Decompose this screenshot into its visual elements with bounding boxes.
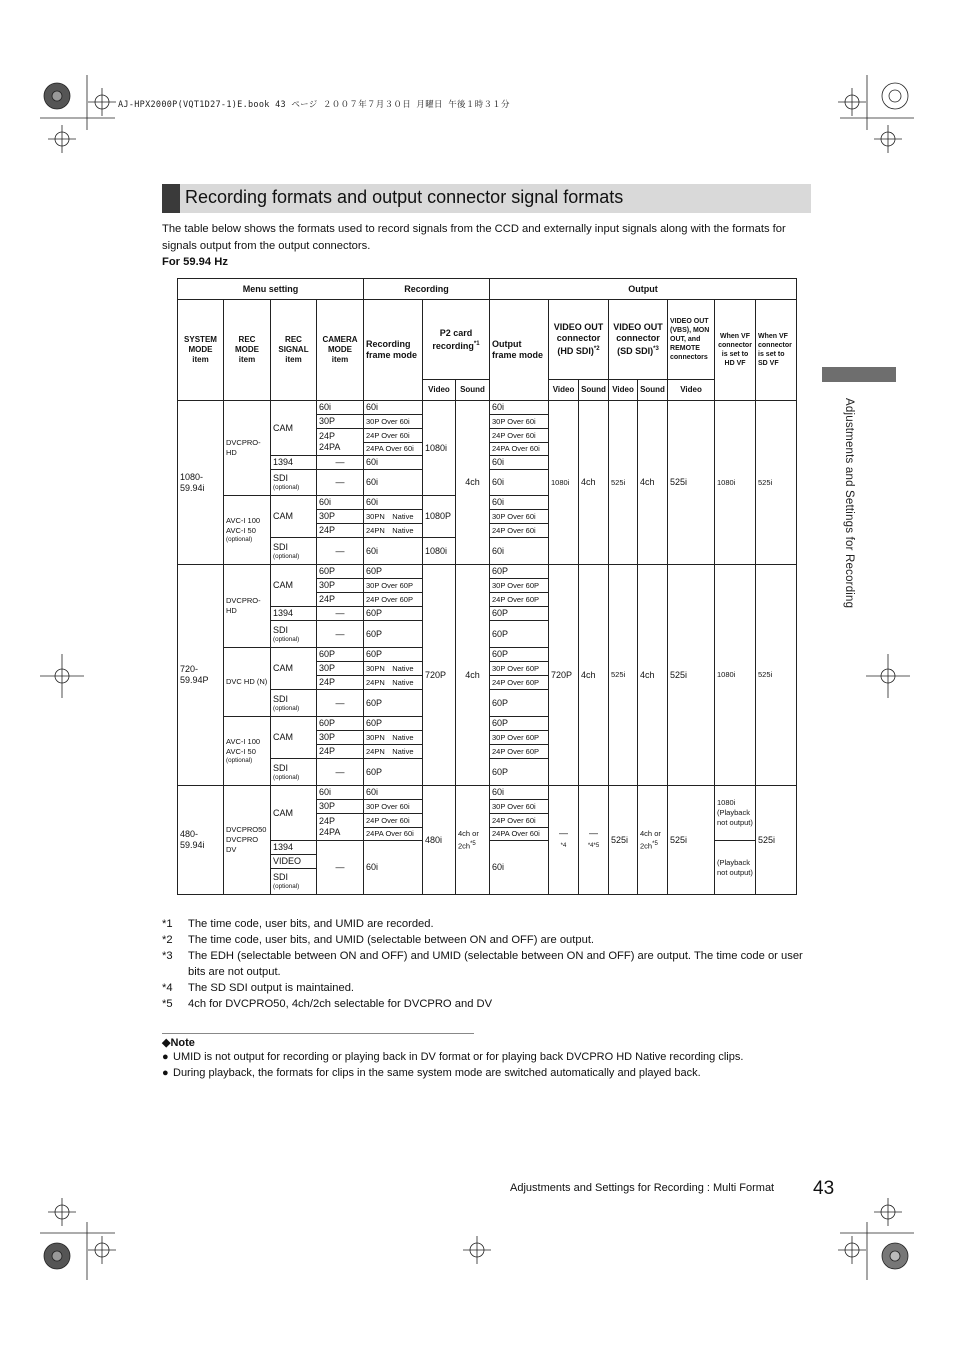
vbs-video-cell: 525i <box>668 786 715 895</box>
sub-sound: Sound <box>638 380 668 401</box>
title-accent-block <box>162 184 180 213</box>
side-tab-marker <box>822 367 896 382</box>
output-frame-cell: 60i <box>490 470 549 496</box>
output-frame-cell: 60i <box>490 401 549 415</box>
camera-mode-cell: 60i <box>317 496 364 510</box>
rec-signal-cell: SDI (optional) <box>271 470 317 496</box>
camera-mode-cell: 60i <box>317 401 364 415</box>
hd-vf-cell: 1080i <box>715 565 756 786</box>
recording-frame-cell: 24PA Over 60i <box>364 828 423 841</box>
camera-mode-cell: 30P <box>317 662 364 676</box>
system-mode-cell: 720-59.94P <box>178 565 224 786</box>
recording-frame-cell: 24PN Native <box>364 676 423 690</box>
sub-sound: Sound <box>456 380 490 401</box>
output-frame-cell: 24P Over 60i <box>490 814 549 828</box>
hd-sdi-video-cell: 720P <box>549 565 579 786</box>
header-output: Output <box>490 279 797 300</box>
rec-signal-cell: SDI (optional) <box>271 621 317 648</box>
output-frame-cell: 60P <box>490 621 549 648</box>
print-header: AJ-HPX2000P(VQT1D27-1)E.book 43 ページ ２００７年７月３０日 月曜日 午後１時３１分 <box>118 100 510 110</box>
sub-video: Video <box>609 380 638 401</box>
format-table <box>177 278 797 895</box>
recording-frame-cell: 60i <box>364 841 423 895</box>
output-frame-cell: 60P <box>490 690 549 717</box>
header-sd-vf: When VF connector is set to SD VF <box>756 300 797 401</box>
footnote: *2 The time code, user bits, and UMID (selectable between ON and OFF) are output. <box>162 934 595 946</box>
side-chapter-label: Adjustments and Settings for Recording <box>843 398 855 609</box>
camera-mode-cell: 24P <box>317 593 364 607</box>
vbs-video-cell: 525i <box>668 565 715 786</box>
note-heading: ◆Note <box>162 1037 195 1049</box>
recording-frame-cell: 24PN Native <box>364 524 423 538</box>
recording-frame-cell: 60P <box>364 690 423 717</box>
header-output-frame-mode: Output frame mode <box>490 300 549 401</box>
output-frame-cell: 24P Over 60i <box>490 429 549 443</box>
sd-sdi-video-cell: 525i <box>609 401 638 565</box>
output-frame-cell: 60P <box>490 717 549 731</box>
camera-mode-cell: 24P 24PA <box>317 814 364 841</box>
header-rec-signal: REC SIGNAL item <box>271 300 317 401</box>
sub-video: Video <box>668 380 715 401</box>
header-hd-vf: When VF connector is set to HD VF <box>715 300 756 401</box>
rec-mode-cell: DVCPRO-HD <box>224 401 271 496</box>
hd-vf-cell: 1080i (Playback not output) <box>715 786 756 841</box>
note-divider <box>162 1033 474 1034</box>
rec-signal-cell: CAM <box>271 717 317 759</box>
header-video-out-sd-sdi: VIDEO OUT connector (SD SDI)$^{*3}$ <box>609 300 668 380</box>
output-frame-cell: 30P Over 60P <box>490 579 549 593</box>
header-menu-setting: Menu setting <box>178 279 364 300</box>
output-frame-cell: 60i <box>490 496 549 510</box>
header-vbs-connectors: VIDEO OUT (VBS), MON OUT, and REMOTE connectors <box>668 300 715 380</box>
recording-frame-cell: 60P <box>364 607 423 621</box>
sd-vf-cell: 525i <box>756 565 797 786</box>
recording-frame-cell: 30PN Native <box>364 731 423 745</box>
header-system-mode: SYSTEM MODE item <box>178 300 224 401</box>
sd-vf-cell: 525i <box>756 401 797 565</box>
hd-sdi-sound-cell: — *4*5 <box>579 786 609 895</box>
recording-frame-cell: 24P Over 60i <box>364 814 423 828</box>
sd-sdi-sound-cell: 4ch <box>638 401 668 565</box>
output-frame-cell: 60i <box>490 841 549 895</box>
camera-mode-cell: 30P <box>317 800 364 814</box>
hd-vf-cell: (Playback not output) <box>715 841 756 895</box>
sub-sound: Sound <box>579 380 609 401</box>
output-frame-cell: 24P Over 60P <box>490 593 549 607</box>
rec-signal-cell: CAM <box>271 648 317 690</box>
rec-signal-cell: CAM <box>271 496 317 538</box>
recording-frame-cell: 30PN Native <box>364 510 423 524</box>
section-title: Recording formats and output connector signal formats <box>185 187 624 207</box>
p2-video-cell: 480i <box>423 786 456 895</box>
camera-mode-cell: 60P <box>317 648 364 662</box>
rec-signal-cell: SDI (optional) <box>271 869 317 895</box>
camera-mode-cell: 60i <box>317 786 364 800</box>
camera-mode-cell: — <box>317 759 364 786</box>
section-title-bar <box>162 184 811 213</box>
system-mode-cell: 480-59.94i <box>178 786 224 895</box>
p2-sound-cell: 4ch <box>456 401 490 565</box>
p2-video-cell: 1080i <box>423 401 456 496</box>
footnote: *5 4ch for DVCPRO50, 4ch/2ch selectable for DVCPRO and DV <box>162 998 493 1010</box>
system-mode-cell: 1080-59.94i <box>178 401 224 565</box>
recording-frame-cell: 60P <box>364 621 423 648</box>
recording-frame-cell: 60i <box>364 456 423 470</box>
rec-signal-cell: CAM <box>271 565 317 607</box>
rec-signal-cell: SDI (optional) <box>271 690 317 717</box>
page-number: 43 <box>813 1178 835 1199</box>
rec-signal-cell: SDI (optional) <box>271 538 317 565</box>
camera-mode-cell: — <box>317 470 364 496</box>
hd-vf-cell: 1080i <box>715 401 756 565</box>
camera-mode-cell: — <box>317 538 364 565</box>
hd-sdi-sound-cell: 4ch <box>579 565 609 786</box>
rec-mode-cell: AVC-I 100 AVC-I 50 (optional) <box>224 717 271 786</box>
header-rec-mode: REC MODE item <box>224 300 271 401</box>
camera-mode-cell: 24P <box>317 745 364 759</box>
footer-section-label: Adjustments and Settings for Recording : Multi Format <box>510 1182 775 1194</box>
recording-frame-cell: 30P Over 60P <box>364 579 423 593</box>
recording-frame-cell: 24PN Native <box>364 745 423 759</box>
sd-sdi-sound-cell: 4ch or $2ch^{*5}$ <box>638 786 668 895</box>
note-item: ● UMID is not output for recording or playing back in DV format or for playing back DVCPRO HD Native recording clips. <box>162 1050 822 1066</box>
output-frame-cell: 30P Over 60P <box>490 731 549 745</box>
camera-mode-cell: — <box>317 621 364 648</box>
output-frame-cell: 60P <box>490 759 549 786</box>
rec-signal-cell: SDI (optional) <box>271 759 317 786</box>
output-frame-cell: 60i <box>490 456 549 470</box>
camera-mode-cell: — <box>317 456 364 470</box>
camera-mode-cell: 30P <box>317 731 364 745</box>
rec-signal-cell: 1394 <box>271 456 317 470</box>
recording-frame-cell: 60P <box>364 648 423 662</box>
recording-frame-cell: 60i <box>364 538 423 565</box>
sd-vf-cell: 525i <box>756 786 797 895</box>
recording-frame-cell: 30P Over 60i <box>364 800 423 814</box>
sub-video: Video <box>549 380 579 401</box>
p2-sound-cell: 4ch <box>456 565 490 786</box>
output-frame-cell: 30P Over 60i <box>490 415 549 429</box>
p2-video-cell: 1080P <box>423 496 456 538</box>
recording-frame-cell: 60P <box>364 565 423 579</box>
rec-signal-cell: CAM <box>271 401 317 456</box>
hd-sdi-video-cell: 1080i <box>549 401 579 565</box>
footnote: *1 The time code, user bits, and UMID are recorded. <box>162 918 434 930</box>
recording-frame-cell: 30P Over 60i <box>364 415 423 429</box>
header-video-out-hd-sdi: VIDEO OUT connector (HD SDI)$^{*2}$ <box>549 300 609 380</box>
p2-sound-cell: 4ch or $2ch^{*5}$ <box>456 786 490 895</box>
output-frame-cell: 60i <box>490 786 549 800</box>
intro-paragraph: The table below shows the formats used to record signals from the CCD and externally input signals along with the formats for signals output from the output connectors. <box>162 223 786 252</box>
camera-mode-cell: — <box>317 690 364 717</box>
note-item: ● During playback, the formats for clips in the same system mode are switched automatically and played back. <box>162 1066 822 1082</box>
camera-mode-cell: 60P <box>317 717 364 731</box>
rec-signal-cell: 1394 <box>271 607 317 621</box>
hd-sdi-video-cell: — *4 <box>549 786 579 895</box>
output-frame-cell: 60P <box>490 648 549 662</box>
output-frame-cell: 60i <box>490 538 549 565</box>
sub-video: Video <box>423 380 456 401</box>
camera-mode-cell: — <box>317 607 364 621</box>
recording-frame-cell: 60i <box>364 496 423 510</box>
recording-frame-cell: 30PN Native <box>364 662 423 676</box>
p2-video-cell: 1080i <box>423 538 456 565</box>
footnote: *4 The SD SDI output is maintained. <box>162 982 355 994</box>
recording-frame-cell: 60P <box>364 717 423 731</box>
rec-mode-cell: DVC HD (N) <box>224 648 271 717</box>
output-frame-cell: 60P <box>490 607 549 621</box>
header-p2-card: P2 card recording$^{*1}$ <box>423 300 490 380</box>
camera-mode-cell: 60P <box>317 565 364 579</box>
rec-mode-cell: DVCPRO-HD <box>224 565 271 648</box>
sd-sdi-video-cell: 525i <box>609 565 638 786</box>
recording-frame-cell: 60i <box>364 470 423 496</box>
output-frame-cell: 24P Over 60i <box>490 524 549 538</box>
vbs-video-cell: 525i <box>668 401 715 565</box>
camera-mode-cell: 30P <box>317 415 364 429</box>
camera-mode-cell: 30P <box>317 579 364 593</box>
header-recording-frame-mode: Recording frame mode <box>364 300 423 401</box>
rec-signal-cell: CAM <box>271 786 317 841</box>
camera-mode-cell: — <box>317 841 364 895</box>
recording-frame-cell: 24PA Over 60i <box>364 443 423 456</box>
recording-frame-cell: 60i <box>364 401 423 415</box>
sd-sdi-video-cell: 525i <box>609 786 638 895</box>
diamond-icon: ◆ <box>162 1037 171 1049</box>
output-frame-cell: 30P Over 60i <box>490 510 549 524</box>
header-recording: Recording <box>364 279 490 300</box>
camera-mode-cell: 24P <box>317 524 364 538</box>
recording-frame-cell: 24P Over 60P <box>364 593 423 607</box>
footnote: *3 The EDH (selectable between ON and OFF) and UMID (selectable between ON and OFF) are output. The time code or user bits are not output. <box>162 950 803 978</box>
recording-frame-cell: 60P <box>364 759 423 786</box>
recording-frame-cell: 24P Over 60i <box>364 429 423 443</box>
bullet-icon: ● <box>162 1051 169 1063</box>
camera-mode-cell: 24P 24PA <box>317 429 364 456</box>
header-camera-mode: CAMERA MODE item <box>317 300 364 401</box>
bullet-icon: ● <box>162 1066 169 1079</box>
output-frame-cell: 24PA Over 60i <box>490 828 549 841</box>
rec-mode-cell: AVC-I 100 AVC-I 50 (optional) <box>224 496 271 565</box>
hd-sdi-sound-cell: 4ch <box>579 401 609 565</box>
output-frame-cell: 24PA Over 60i <box>490 443 549 456</box>
output-frame-cell: 30P Over 60i <box>490 800 549 814</box>
output-frame-cell: 24P Over 60P <box>490 745 549 759</box>
sd-sdi-sound-cell: 4ch <box>638 565 668 786</box>
rec-mode-cell: DVCPRO50 DVCPRO DV <box>224 786 271 895</box>
frequency-subheading: For 59.94 Hz <box>162 256 228 268</box>
rec-signal-cell: VIDEO <box>271 855 317 869</box>
output-frame-cell: 24P Over 60P <box>490 676 549 690</box>
p2-video-cell: 720P <box>423 565 456 786</box>
output-frame-cell: 30P Over 60P <box>490 662 549 676</box>
camera-mode-cell: 24P <box>317 676 364 690</box>
camera-mode-cell: 30P <box>317 510 364 524</box>
rec-signal-cell: 1394 <box>271 841 317 855</box>
footnotes <box>162 916 814 1012</box>
note-list <box>162 1050 822 1081</box>
output-frame-cell: 60P <box>490 565 549 579</box>
recording-frame-cell: 60i <box>364 786 423 800</box>
